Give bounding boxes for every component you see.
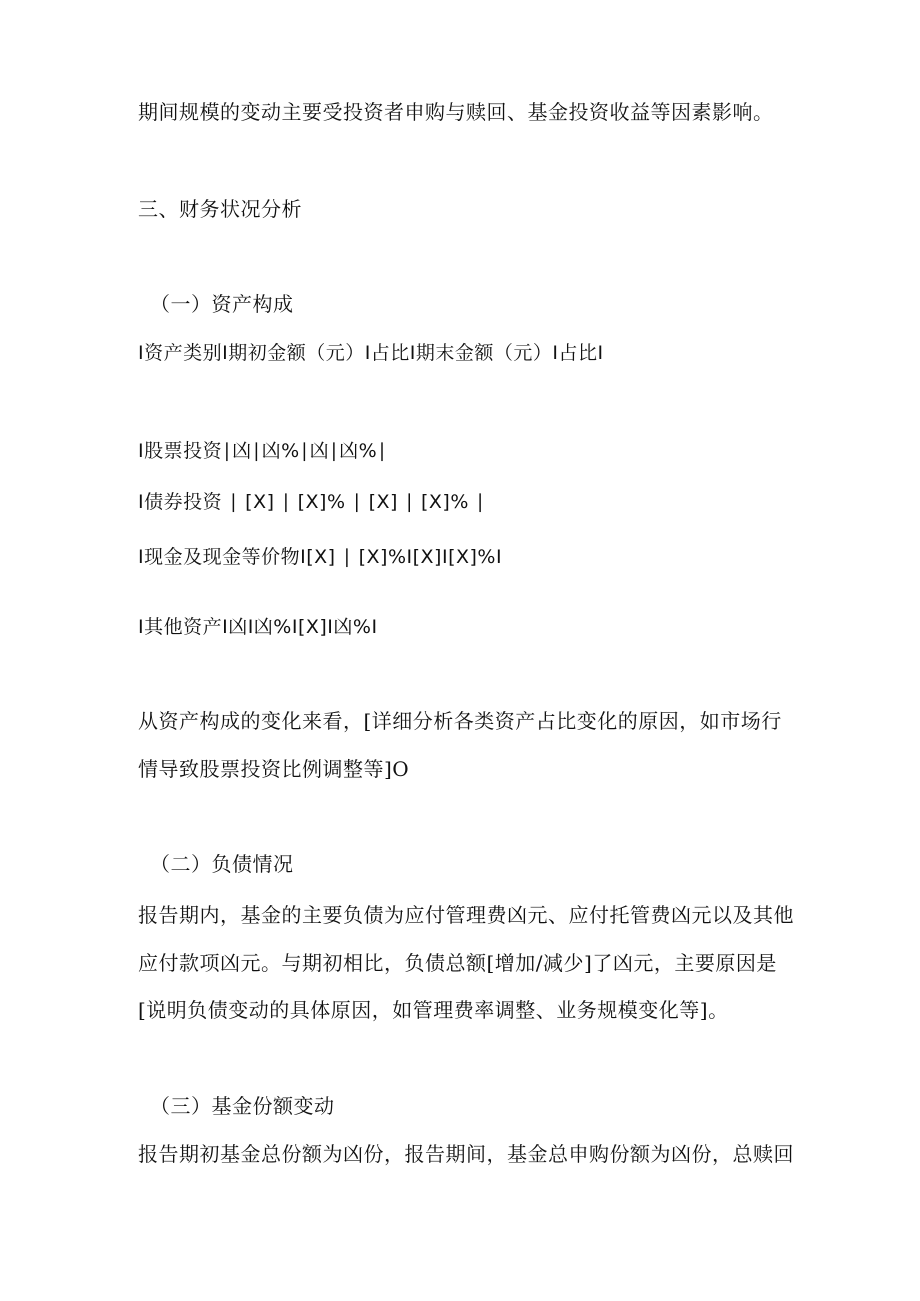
- table-header-row: I资产类别I期初金额（元）I占比I期末金额（元）I占比I: [138, 342, 604, 364]
- subsection-heading: （三）基金份额变动: [150, 1094, 335, 1118]
- table-row: I现金及现金等价物I[X] ∣ [X]%I[X]I[X]%I: [138, 546, 503, 568]
- table-row: I其他资产I凶I凶%I[X]I凶%I: [138, 616, 378, 638]
- table-row: I债券投资 ∣ [X] ∣ [X]% ∣ [X] ∣ [X]% ∣: [138, 491, 486, 513]
- subsection-heading: （二）负债情况: [150, 852, 294, 876]
- paragraph-line: 报告期初基金总份额为凶份，报告期间，基金总申购份额为凶份，总赎回: [138, 1142, 794, 1166]
- paragraph-line: 报告期内，基金的主要负债为应付管理费凶元、应付托管费凶元以及其他: [138, 903, 794, 927]
- paragraph-line: 从资产构成的变化来看，[详细分析各类资产占比变化的原因，如市场行: [138, 709, 782, 733]
- subsection-heading: （一）资产构成: [150, 292, 294, 316]
- table-row: I股票投资∣凶∣凶%∣凶∣凶%∣: [138, 440, 388, 462]
- paragraph-line: 应付款项凶元。与期初相比，负债总额[增加/减少]了凶元，主要原因是: [138, 951, 777, 975]
- paragraph-line: [说明负债变动的具体原因，如管理费率调整、业务规模变化等]。: [138, 998, 729, 1022]
- section-heading: 三、财务状况分析: [138, 197, 302, 221]
- paragraph-line: 期间规模的变动主要受投资者申购与赎回、基金投资收益等因素影响。: [138, 100, 774, 124]
- paragraph-line: 情导致股票投资比例调整等]O: [138, 757, 410, 781]
